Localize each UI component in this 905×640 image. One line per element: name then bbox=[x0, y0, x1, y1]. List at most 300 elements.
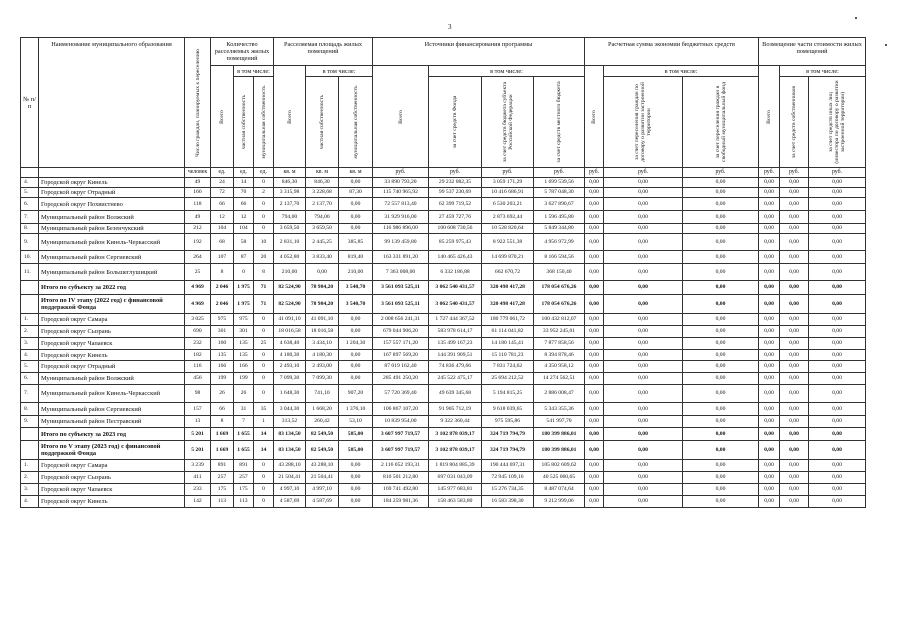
value-cell: 2 831,10 bbox=[274, 234, 306, 251]
table-row bbox=[21, 178, 866, 188]
value-cell: 3 659,50 bbox=[306, 224, 339, 234]
table-row bbox=[21, 350, 866, 361]
value-cell: 0,00 bbox=[585, 361, 604, 373]
value-cell: 2 493,00 bbox=[306, 361, 339, 373]
value-cell: 82 524,90 bbox=[274, 295, 306, 314]
value-cell: 0,00 bbox=[683, 251, 759, 264]
value-cell: 0,00 bbox=[780, 350, 809, 361]
value-cell: 0,00 bbox=[759, 338, 780, 350]
value-cell: 8 bbox=[211, 416, 234, 428]
value-cell: 9 322 360,44 bbox=[429, 416, 482, 428]
value-cell: 1 655 bbox=[234, 441, 254, 460]
value-cell: 0,00 bbox=[780, 428, 809, 441]
header-refund: Возмещение части стоимости жилых помещений bbox=[759, 38, 866, 66]
value-cell: 3 059 171,29 bbox=[482, 178, 534, 188]
value-cell: 62 399 719,52 bbox=[429, 198, 482, 211]
municipality-name: Городской округ Самара bbox=[39, 460, 185, 472]
value-cell: 0,00 bbox=[809, 496, 866, 508]
unit-cell: руб. bbox=[429, 168, 482, 178]
value-cell: 0,00 bbox=[809, 178, 866, 188]
value-cell: 100 608 730,56 bbox=[429, 224, 482, 234]
value-cell: 0,00 bbox=[780, 234, 809, 251]
value-cell: 0,00 bbox=[585, 350, 604, 361]
header-src-local: за счет средств местного бюджета bbox=[534, 77, 585, 168]
value-cell: 0,00 bbox=[683, 460, 759, 472]
municipality-name: Муниципальный район Сергиевский bbox=[39, 403, 185, 416]
value-cell: 107 bbox=[211, 251, 234, 264]
value-cell: 49 639 345,68 bbox=[429, 385, 482, 403]
header-refund-total: Всего bbox=[759, 66, 780, 168]
row-number: 7. bbox=[21, 385, 39, 403]
row-number: 3. bbox=[21, 484, 39, 496]
value-cell: 411 bbox=[185, 472, 211, 484]
value-cell: 0,00 bbox=[759, 234, 780, 251]
table-row bbox=[21, 251, 866, 264]
value-cell: 10 839 954,00 bbox=[373, 416, 429, 428]
value-cell: 4 969 bbox=[185, 281, 211, 295]
value-cell: 144 391 909,51 bbox=[429, 350, 482, 361]
value-cell: 0,00 bbox=[604, 198, 683, 211]
value-cell: 49 bbox=[185, 178, 211, 188]
value-cell: 71 bbox=[254, 295, 274, 314]
municipality-name: Городской округ Кинель bbox=[39, 178, 185, 188]
table-row bbox=[21, 472, 866, 484]
value-cell: 0,00 bbox=[780, 314, 809, 326]
value-cell: 135 bbox=[234, 350, 254, 361]
value-cell: 0,00 bbox=[585, 428, 604, 441]
value-cell: 72 945 109,16 bbox=[482, 472, 534, 484]
value-cell: 0 bbox=[254, 496, 274, 508]
row-number: 4. bbox=[21, 178, 39, 188]
value-cell: 0 bbox=[254, 198, 274, 211]
value-cell: 0,00 bbox=[683, 178, 759, 188]
value-cell: 0,00 bbox=[780, 472, 809, 484]
value-cell: 7 099,30 bbox=[306, 373, 339, 385]
value-cell: 169 741 492,80 bbox=[373, 484, 429, 496]
value-cell: 190 444 697,31 bbox=[482, 460, 534, 472]
row-number: 4. bbox=[21, 350, 39, 361]
total-row bbox=[21, 441, 866, 460]
value-cell: 9 618 039,65 bbox=[482, 403, 534, 416]
municipality-name: Городской округ Похвистнево bbox=[39, 198, 185, 211]
municipality-name: Муниципальный район Волжский bbox=[39, 373, 185, 385]
value-cell: 0,00 bbox=[585, 385, 604, 403]
unit-cell: руб. bbox=[585, 168, 604, 178]
value-cell: 2 873 692,44 bbox=[482, 211, 534, 224]
value-cell: 0,00 bbox=[339, 198, 373, 211]
value-cell: 0,00 bbox=[585, 338, 604, 350]
unit-cell: руб. bbox=[683, 168, 759, 178]
unit-cell: человек bbox=[185, 168, 211, 178]
value-cell: 0 bbox=[254, 460, 274, 472]
value-cell: 0,00 bbox=[780, 416, 809, 428]
value-cell: 58 bbox=[234, 234, 254, 251]
value-cell: 1 819 804 885,39 bbox=[429, 460, 482, 472]
header-sav-free-fund: за счет переселения граждан в свободный муниципальный фонд bbox=[683, 77, 759, 168]
header-savings-total: Всего bbox=[585, 66, 604, 168]
value-cell: 41 091,10 bbox=[274, 314, 306, 326]
value-cell: 20 bbox=[254, 251, 274, 264]
value-cell: 0,00 bbox=[339, 314, 373, 326]
value-cell: 662 670,72 bbox=[482, 264, 534, 281]
row-number: 10. bbox=[21, 251, 39, 264]
header-area-municipal: муниципальная собственность bbox=[339, 77, 373, 168]
value-cell: 0 bbox=[254, 350, 274, 361]
row-number: 5. bbox=[21, 188, 39, 198]
value-cell: 320 498 417,28 bbox=[482, 281, 534, 295]
value-cell: 0,00 bbox=[780, 460, 809, 472]
value-cell: 257 bbox=[234, 472, 254, 484]
value-cell: 1 975 bbox=[234, 281, 254, 295]
value-cell: 0,00 bbox=[759, 361, 780, 373]
value-cell: 0,00 bbox=[683, 361, 759, 373]
value-cell: 0,00 bbox=[809, 198, 866, 211]
value-cell: 4 587,69 bbox=[306, 496, 339, 508]
value-cell: 679 044 906,20 bbox=[373, 326, 429, 338]
value-cell: 0,00 bbox=[809, 373, 866, 385]
value-cell: 210,00 bbox=[274, 264, 306, 281]
value-cell: 907,20 bbox=[339, 385, 373, 403]
value-cell: 0,00 bbox=[759, 385, 780, 403]
value-cell: 71 bbox=[254, 281, 274, 295]
municipality-name: Городской округ Чапаевск bbox=[39, 338, 185, 350]
value-cell: 53,10 bbox=[339, 416, 373, 428]
municipality-name: Итого по субъекту за 2023 год bbox=[39, 428, 185, 441]
value-cell: 0,00 bbox=[683, 373, 759, 385]
value-cell: 0,00 bbox=[585, 198, 604, 211]
value-cell: 541 997,70 bbox=[534, 416, 585, 428]
value-cell: 16 583 398,30 bbox=[482, 496, 534, 508]
municipality-name: Муниципальный район Волжский bbox=[39, 211, 185, 224]
value-cell: 0,00 bbox=[683, 403, 759, 416]
value-cell: 0,00 bbox=[339, 484, 373, 496]
value-cell: 585,00 bbox=[339, 428, 373, 441]
value-cell: 368 150,40 bbox=[534, 264, 585, 281]
value-cell: 135 499 167,23 bbox=[429, 338, 482, 350]
value-cell: 0,00 bbox=[809, 472, 866, 484]
page-number: 3 bbox=[448, 23, 452, 31]
row-number bbox=[21, 428, 39, 441]
value-cell: 7 bbox=[234, 416, 254, 428]
value-cell: 0,00 bbox=[759, 314, 780, 326]
value-cell: 12 bbox=[211, 211, 234, 224]
header-qty-private: частная собственность bbox=[234, 77, 254, 168]
value-cell: 1 668,20 bbox=[306, 403, 339, 416]
unit-cell: руб. bbox=[373, 168, 429, 178]
value-cell: 0,00 bbox=[339, 211, 373, 224]
value-cell: 810 501 212,80 bbox=[373, 472, 429, 484]
value-cell: 1 975 bbox=[234, 295, 254, 314]
value-cell: 1 699 539,56 bbox=[534, 178, 585, 188]
value-cell: 260,42 bbox=[306, 416, 339, 428]
value-cell: 82 549,50 bbox=[306, 441, 339, 460]
value-cell: 975 bbox=[234, 314, 254, 326]
value-cell: 115 740 965,92 bbox=[373, 188, 429, 198]
value-cell: 4 587,69 bbox=[274, 496, 306, 508]
value-cell: 2 008 656 241,31 bbox=[373, 314, 429, 326]
header-area-incl: в том числе: bbox=[306, 66, 373, 77]
value-cell: 157 bbox=[185, 403, 211, 416]
value-cell: 78 984,20 bbox=[306, 295, 339, 314]
value-cell: 15 110 781,23 bbox=[482, 350, 534, 361]
value-cell: 3 044,30 bbox=[274, 403, 306, 416]
value-cell: 2 046 bbox=[211, 281, 234, 295]
row-number bbox=[21, 281, 39, 295]
value-cell: 182 bbox=[185, 350, 211, 361]
municipality-name: Муниципальный район Пестравский bbox=[39, 416, 185, 428]
value-cell: 0,00 bbox=[339, 460, 373, 472]
value-cell: 4 997,10 bbox=[306, 484, 339, 496]
value-cell: 116 986 896,00 bbox=[373, 224, 429, 234]
value-cell: 0,00 bbox=[585, 484, 604, 496]
value-cell: 10 bbox=[254, 234, 274, 251]
value-cell: 3 239 bbox=[185, 460, 211, 472]
header-sources-incl: в том числе: bbox=[429, 66, 585, 77]
value-cell: 180 399 886,01 bbox=[534, 428, 585, 441]
municipality-name: Муниципальный район Безенчукский bbox=[39, 224, 185, 234]
value-cell: 257 bbox=[211, 472, 234, 484]
value-cell: 2 886 008,47 bbox=[534, 385, 585, 403]
value-cell: 0,00 bbox=[759, 428, 780, 441]
value-cell: 106 867 107,20 bbox=[373, 403, 429, 416]
value-cell: 0,00 bbox=[585, 295, 604, 314]
unit-cell: руб. bbox=[809, 168, 866, 178]
value-cell: 0,00 bbox=[759, 251, 780, 264]
table-row bbox=[21, 385, 866, 403]
value-cell: 0 bbox=[254, 326, 274, 338]
municipality-name: Городской округ Отрадный bbox=[39, 188, 185, 198]
value-cell: 0,00 bbox=[809, 350, 866, 361]
value-cell: 7 877 858,56 bbox=[534, 338, 585, 350]
value-cell: 105 802 609,62 bbox=[534, 460, 585, 472]
value-cell: 0,00 bbox=[780, 178, 809, 188]
value-cell: 3 540,70 bbox=[339, 281, 373, 295]
value-cell: 0,00 bbox=[780, 361, 809, 373]
value-cell: 0,00 bbox=[809, 281, 866, 295]
value-cell: 31 929 916,00 bbox=[373, 211, 429, 224]
value-cell: 178 054 676,26 bbox=[534, 281, 585, 295]
value-cell: 0,00 bbox=[604, 385, 683, 403]
value-cell: 70 bbox=[234, 188, 254, 198]
value-cell: 199 bbox=[211, 373, 234, 385]
value-cell: 741,10 bbox=[306, 385, 339, 403]
municipality-name: Городской округ Сызрань bbox=[39, 472, 185, 484]
value-cell: 891 bbox=[211, 460, 234, 472]
value-cell: 9 212 999,06 bbox=[534, 496, 585, 508]
value-cell: 0,00 bbox=[780, 251, 809, 264]
unit-empty bbox=[39, 168, 185, 178]
total-row bbox=[21, 295, 866, 314]
value-cell: 0,00 bbox=[759, 403, 780, 416]
value-cell: 91 905 712,19 bbox=[429, 403, 482, 416]
value-cell: 0 bbox=[234, 264, 254, 281]
value-cell: 794,00 bbox=[274, 211, 306, 224]
value-cell: 0,00 bbox=[780, 373, 809, 385]
table-row bbox=[21, 326, 866, 338]
unit-cell: ед. bbox=[234, 168, 254, 178]
scan-speck bbox=[885, 44, 887, 46]
value-cell: 178 054 676,26 bbox=[534, 295, 585, 314]
value-cell: 0,00 bbox=[604, 428, 683, 441]
value-cell: 0,00 bbox=[780, 224, 809, 234]
value-cell: 57 720 369,40 bbox=[373, 385, 429, 403]
row-number: 2. bbox=[21, 472, 39, 484]
value-cell: 0,00 bbox=[759, 264, 780, 281]
value-cell: 24 bbox=[211, 178, 234, 188]
municipality-name: Муниципальный район Сергиевский bbox=[39, 251, 185, 264]
value-cell: 0 bbox=[254, 211, 274, 224]
value-cell: 145 977 683,81 bbox=[429, 484, 482, 496]
value-cell: 180 399 886,01 bbox=[534, 441, 585, 460]
value-cell: 100 432 812,07 bbox=[534, 314, 585, 326]
value-cell: 0,00 bbox=[604, 361, 683, 373]
value-cell: 301 bbox=[234, 326, 254, 338]
value-cell: 0,00 bbox=[585, 373, 604, 385]
value-cell: 8 bbox=[254, 264, 274, 281]
value-cell: 116 bbox=[185, 361, 211, 373]
value-cell: 0,00 bbox=[780, 281, 809, 295]
header-savings-incl: в том числе: bbox=[604, 66, 759, 77]
table-row bbox=[21, 403, 866, 416]
value-cell: 2 bbox=[254, 188, 274, 198]
value-cell: 0,00 bbox=[683, 496, 759, 508]
value-cell: 0 bbox=[254, 472, 274, 484]
value-cell: 0,00 bbox=[604, 350, 683, 361]
value-cell: 3 315,98 bbox=[274, 188, 306, 198]
value-cell: 0,00 bbox=[604, 373, 683, 385]
header-area: Расселяемая площадь жилых помещений bbox=[274, 38, 373, 66]
value-cell: 0,00 bbox=[585, 211, 604, 224]
value-cell: 0,00 bbox=[683, 472, 759, 484]
value-cell: 21 504,41 bbox=[306, 472, 339, 484]
value-cell: 0,00 bbox=[339, 472, 373, 484]
value-cell: 3 561 093 525,11 bbox=[373, 281, 429, 295]
value-cell: 0,00 bbox=[585, 416, 604, 428]
row-number: 8. bbox=[21, 403, 39, 416]
value-cell: 180 779 061,72 bbox=[482, 314, 534, 326]
value-cell: 4 180,30 bbox=[306, 350, 339, 361]
header-src-subject: за счет средств бюджета субъекта Российской Федерации bbox=[482, 77, 534, 168]
municipality-name: Городской округ Самара bbox=[39, 314, 185, 326]
header-ref-other: за счет средств иных лиц (инвестора по договору о развитии застроенной территории) bbox=[809, 77, 866, 168]
header-num: № п/п bbox=[21, 38, 39, 168]
value-cell: 0,00 bbox=[759, 295, 780, 314]
value-cell: 0,00 bbox=[780, 211, 809, 224]
value-cell: 33 890 793,20 bbox=[373, 178, 429, 188]
table-row bbox=[21, 416, 866, 428]
municipality-name: Итого по IV этапу (2022 год) с финансовой поддержкой Фонда bbox=[39, 295, 185, 314]
value-cell: 0,00 bbox=[604, 496, 683, 508]
header-src-fund: за счет средств Фонда bbox=[429, 77, 482, 168]
value-cell: 6 530 203,21 bbox=[482, 198, 534, 211]
value-cell: 0,00 bbox=[780, 385, 809, 403]
value-cell: 210,00 bbox=[339, 264, 373, 281]
value-cell: 285 491 250,20 bbox=[373, 373, 429, 385]
value-cell: 13 bbox=[185, 416, 211, 428]
table-row bbox=[21, 484, 866, 496]
value-cell: 0,00 bbox=[809, 188, 866, 198]
value-cell: 83 134,50 bbox=[274, 441, 306, 460]
table-row bbox=[21, 338, 866, 350]
value-cell: 1 655 bbox=[234, 428, 254, 441]
value-cell: 0,00 bbox=[683, 198, 759, 211]
municipality-name: Муниципальный район Большеглушицкий bbox=[39, 264, 185, 281]
value-cell: 0,00 bbox=[809, 338, 866, 350]
value-cell: 583 978 614,17 bbox=[429, 326, 482, 338]
value-cell: 21 504,41 bbox=[274, 472, 306, 484]
value-cell: 167 897 569,20 bbox=[373, 350, 429, 361]
unit-cell: кв. м bbox=[274, 168, 306, 178]
value-cell: 0,00 bbox=[780, 496, 809, 508]
value-cell: 0,00 bbox=[683, 441, 759, 460]
row-number bbox=[21, 441, 39, 460]
table-row bbox=[21, 314, 866, 326]
value-cell: 0,00 bbox=[809, 211, 866, 224]
value-cell: 25 bbox=[185, 264, 211, 281]
row-number: 9. bbox=[21, 416, 39, 428]
value-cell: 0,00 bbox=[604, 326, 683, 338]
value-cell: 697 031 043,09 bbox=[429, 472, 482, 484]
value-cell: 0,00 bbox=[780, 338, 809, 350]
value-cell: 68 bbox=[211, 234, 234, 251]
value-cell: 0,00 bbox=[604, 188, 683, 198]
value-cell: 0,00 bbox=[759, 416, 780, 428]
value-cell: 0,00 bbox=[339, 326, 373, 338]
value-cell: 0,00 bbox=[585, 234, 604, 251]
value-cell: 0,00 bbox=[759, 373, 780, 385]
value-cell: 0,00 bbox=[604, 416, 683, 428]
municipality-name: Городской округ Кинель bbox=[39, 496, 185, 508]
value-cell: 1 bbox=[254, 416, 274, 428]
value-cell: 4 180,30 bbox=[274, 350, 306, 361]
value-cell: 6 332 186,88 bbox=[429, 264, 482, 281]
value-cell: 0,00 bbox=[585, 224, 604, 234]
value-cell: 31 bbox=[234, 403, 254, 416]
header-refund-incl: в том числе: bbox=[780, 66, 866, 77]
value-cell: 0,00 bbox=[604, 338, 683, 350]
unit-cell: руб. bbox=[534, 168, 585, 178]
value-cell: 18 016,58 bbox=[306, 326, 339, 338]
value-cell: 0,00 bbox=[759, 224, 780, 234]
value-cell: 0,00 bbox=[683, 338, 759, 350]
value-cell: 99 537 230,69 bbox=[429, 188, 482, 198]
row-number: 3. bbox=[21, 338, 39, 350]
table-row bbox=[21, 198, 866, 211]
table-row bbox=[21, 224, 866, 234]
value-cell: 0,00 bbox=[780, 326, 809, 338]
value-cell: 0,00 bbox=[604, 314, 683, 326]
row-number: 1. bbox=[21, 460, 39, 472]
header-quantity-incl: в том числе: bbox=[234, 66, 274, 77]
row-number: 6. bbox=[21, 373, 39, 385]
value-cell: 7 363 008,00 bbox=[373, 264, 429, 281]
value-cell: 0,00 bbox=[759, 350, 780, 361]
table-row bbox=[21, 264, 866, 281]
value-cell: 0,00 bbox=[809, 460, 866, 472]
header-quantity: Количество расселяемых жилых помещений bbox=[211, 38, 274, 66]
value-cell: 25 694 212,52 bbox=[482, 373, 534, 385]
value-cell: 0,00 bbox=[683, 224, 759, 234]
value-cell: 72 557 813,40 bbox=[373, 198, 429, 211]
value-cell: 0,00 bbox=[604, 295, 683, 314]
value-cell: 25 bbox=[254, 338, 274, 350]
value-cell: 0,00 bbox=[604, 441, 683, 460]
value-cell: 4 638,40 bbox=[274, 338, 306, 350]
header-quantity-total: Всего bbox=[211, 66, 234, 168]
value-cell: 5 194 815,25 bbox=[482, 385, 534, 403]
value-cell: 3 627 890,67 bbox=[534, 198, 585, 211]
scan-speck bbox=[855, 17, 857, 19]
